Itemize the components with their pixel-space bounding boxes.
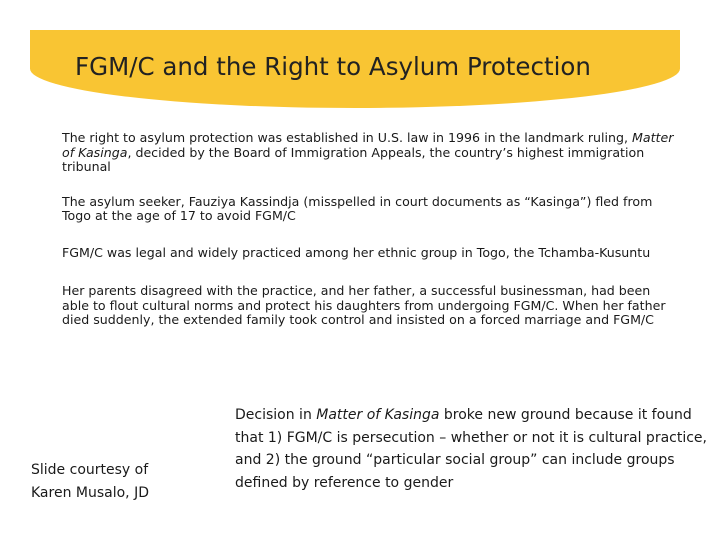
paragraph-asylum-seeker: The asylum seeker, Fauziya Kassindja (misspelled in court documents as “Kasinga”) fled from Togo at the age of 17 to avoid FGM/C <box>62 193 653 223</box>
decision-text: Decision in <box>235 407 317 423</box>
credit-line: Slide courtesy of <box>31 462 149 478</box>
bullet-list <box>62 131 674 348</box>
paragraph-text: , decided by the Board of Immigration Appeals, the country’s highest immigration tribunal <box>62 144 645 174</box>
slide-title: FGM/C and the Right to Asylum Protection <box>75 52 591 81</box>
decision-text: broke new ground because it found that 1) FGM/C is persecution – whether or not it is cultural practice, and 2) the ground “particular social group” can include groups defined by reference to gender <box>235 407 707 491</box>
paragraph-asylum-right <box>62 131 674 175</box>
paragraph-text: The right to asylum protection was established in U.S. law in 1996 in the landmark ruling, <box>62 130 633 145</box>
decision-summary <box>235 404 719 494</box>
paragraph-parents: Her parents disagreed with the practice, and her father, a successful businessman, had been able to flout cultural norms and protect his daughters from undergoing FGM/C. When her father died suddenly, the extended family took control and insisted on a forced marriage and FGM/C <box>62 283 666 327</box>
case-name: Matter of Kasinga <box>316 407 440 423</box>
credit-author: Karen Musalo, JD <box>31 485 149 501</box>
case-name: Matter of Kasinga <box>62 130 674 160</box>
paragraph-ethnic-group: FGM/C was legal and widely practiced among her ethnic group in Togo, the Tchamba-Kusuntu <box>62 244 651 260</box>
slide-credit <box>31 459 201 505</box>
